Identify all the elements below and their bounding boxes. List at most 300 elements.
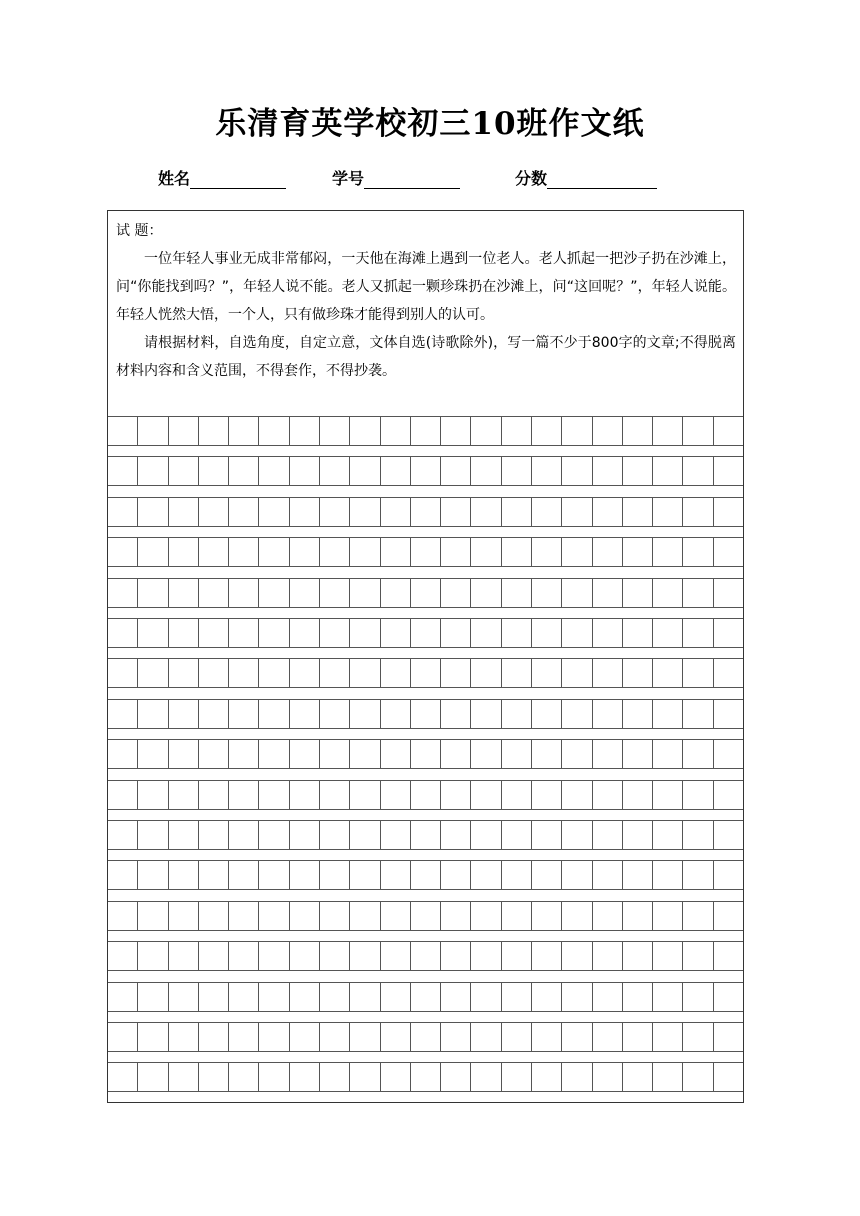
grid-cell[interactable]: [290, 619, 320, 647]
grid-cell[interactable]: [411, 1023, 441, 1051]
grid-cell[interactable]: [290, 740, 320, 768]
grid-cell[interactable]: [259, 659, 289, 687]
grid-cell[interactable]: [138, 861, 168, 889]
grid-cell[interactable]: [653, 781, 683, 809]
grid-cell[interactable]: [441, 498, 471, 526]
grid-cell[interactable]: [350, 417, 380, 445]
grid-cell[interactable]: [502, 1063, 532, 1091]
grid-cell[interactable]: [714, 861, 743, 889]
grid-cell[interactable]: [502, 417, 532, 445]
grid-cell[interactable]: [502, 942, 532, 970]
grid-cell[interactable]: [229, 861, 259, 889]
grid-cell[interactable]: [381, 942, 411, 970]
grid-cell[interactable]: [683, 781, 713, 809]
grid-cell[interactable]: [593, 1063, 623, 1091]
grid-cell[interactable]: [169, 902, 199, 930]
grid-cell[interactable]: [169, 619, 199, 647]
grid-cell[interactable]: [199, 1023, 229, 1051]
grid-cell[interactable]: [714, 659, 743, 687]
grid-cell[interactable]: [320, 659, 350, 687]
grid-cell[interactable]: [471, 821, 501, 849]
grid-cell[interactable]: [381, 538, 411, 566]
grid-cell[interactable]: [169, 700, 199, 728]
grid-cell[interactable]: [169, 740, 199, 768]
grid-cell[interactable]: [441, 902, 471, 930]
grid-cell[interactable]: [229, 902, 259, 930]
grid-cell[interactable]: [411, 983, 441, 1011]
grid-cell[interactable]: [320, 821, 350, 849]
grid-cell[interactable]: [169, 417, 199, 445]
grid-cell[interactable]: [320, 781, 350, 809]
grid-cell[interactable]: [138, 579, 168, 607]
grid-cell[interactable]: [562, 902, 592, 930]
grid-cell[interactable]: [683, 659, 713, 687]
grid-cell[interactable]: [471, 983, 501, 1011]
grid-cell[interactable]: [411, 1063, 441, 1091]
grid-cell[interactable]: [714, 983, 743, 1011]
grid-cell[interactable]: [562, 579, 592, 607]
grid-cell[interactable]: [259, 781, 289, 809]
grid-cell[interactable]: [683, 740, 713, 768]
grid-cell[interactable]: [290, 659, 320, 687]
grid-cell[interactable]: [653, 861, 683, 889]
grid-cell[interactable]: [471, 538, 501, 566]
score-blank-line[interactable]: [547, 168, 657, 189]
grid-cell[interactable]: [683, 700, 713, 728]
grid-cell[interactable]: [653, 538, 683, 566]
grid-cell[interactable]: [532, 659, 562, 687]
grid-cell[interactable]: [441, 821, 471, 849]
grid-cell[interactable]: [350, 902, 380, 930]
grid-cell[interactable]: [169, 457, 199, 485]
grid-cell[interactable]: [593, 659, 623, 687]
grid-cell[interactable]: [320, 700, 350, 728]
grid-cell[interactable]: [532, 861, 562, 889]
grid-cell[interactable]: [169, 942, 199, 970]
grid-cell[interactable]: [683, 983, 713, 1011]
grid-cell[interactable]: [562, 983, 592, 1011]
grid-cell[interactable]: [350, 579, 380, 607]
grid-cell[interactable]: [259, 1063, 289, 1091]
grid-cell[interactable]: [290, 457, 320, 485]
grid-cell[interactable]: [532, 1063, 562, 1091]
grid-cell[interactable]: [411, 740, 441, 768]
grid-cell[interactable]: [169, 821, 199, 849]
grid-cell[interactable]: [653, 902, 683, 930]
grid-cell[interactable]: [441, 579, 471, 607]
grid-cell[interactable]: [714, 538, 743, 566]
grid-cell[interactable]: [441, 700, 471, 728]
grid-cell[interactable]: [502, 902, 532, 930]
grid-cell[interactable]: [229, 498, 259, 526]
grid-cell[interactable]: [290, 417, 320, 445]
grid-cell[interactable]: [229, 619, 259, 647]
grid-cell[interactable]: [502, 538, 532, 566]
grid-cell[interactable]: [714, 942, 743, 970]
grid-cell[interactable]: [229, 942, 259, 970]
grid-cell[interactable]: [259, 983, 289, 1011]
grid-cell[interactable]: [108, 942, 138, 970]
grid-cell[interactable]: [441, 740, 471, 768]
grid-cell[interactable]: [199, 538, 229, 566]
grid-cell[interactable]: [683, 579, 713, 607]
grid-cell[interactable]: [229, 417, 259, 445]
grid-cell[interactable]: [108, 619, 138, 647]
grid-cell[interactable]: [441, 457, 471, 485]
grid-cell[interactable]: [411, 417, 441, 445]
grid-cell[interactable]: [169, 861, 199, 889]
grid-cell[interactable]: [562, 457, 592, 485]
grid-cell[interactable]: [229, 538, 259, 566]
grid-cell[interactable]: [259, 902, 289, 930]
grid-cell[interactable]: [381, 983, 411, 1011]
grid-cell[interactable]: [532, 781, 562, 809]
grid-cell[interactable]: [259, 579, 289, 607]
grid-cell[interactable]: [108, 417, 138, 445]
grid-cell[interactable]: [562, 861, 592, 889]
grid-cell[interactable]: [169, 781, 199, 809]
grid-cell[interactable]: [138, 619, 168, 647]
grid-cell[interactable]: [532, 942, 562, 970]
grid-cell[interactable]: [290, 498, 320, 526]
grid-cell[interactable]: [411, 942, 441, 970]
grid-cell[interactable]: [138, 942, 168, 970]
grid-cell[interactable]: [169, 1063, 199, 1091]
grid-cell[interactable]: [502, 700, 532, 728]
grid-cell[interactable]: [259, 538, 289, 566]
grid-cell[interactable]: [683, 861, 713, 889]
grid-cell[interactable]: [562, 781, 592, 809]
grid-cell[interactable]: [683, 821, 713, 849]
grid-cell[interactable]: [381, 700, 411, 728]
grid-cell[interactable]: [441, 417, 471, 445]
grid-cell[interactable]: [199, 861, 229, 889]
grid-cell[interactable]: [502, 1023, 532, 1051]
grid-cell[interactable]: [138, 417, 168, 445]
grid-cell[interactable]: [623, 417, 653, 445]
grid-cell[interactable]: [108, 1023, 138, 1051]
grid-cell[interactable]: [471, 740, 501, 768]
grid-cell[interactable]: [593, 700, 623, 728]
grid-cell[interactable]: [714, 1023, 743, 1051]
grid-cell[interactable]: [623, 700, 653, 728]
grid-cell[interactable]: [381, 619, 411, 647]
grid-cell[interactable]: [441, 861, 471, 889]
grid-cell[interactable]: [532, 983, 562, 1011]
grid-cell[interactable]: [108, 740, 138, 768]
grid-cell[interactable]: [502, 821, 532, 849]
grid-cell[interactable]: [138, 659, 168, 687]
grid-cell[interactable]: [623, 942, 653, 970]
grid-cell[interactable]: [259, 821, 289, 849]
grid-cell[interactable]: [471, 417, 501, 445]
grid-cell[interactable]: [562, 700, 592, 728]
grid-cell[interactable]: [381, 579, 411, 607]
grid-cell[interactable]: [199, 821, 229, 849]
grid-cell[interactable]: [683, 417, 713, 445]
grid-cell[interactable]: [138, 902, 168, 930]
grid-cell[interactable]: [502, 781, 532, 809]
grid-cell[interactable]: [138, 457, 168, 485]
grid-cell[interactable]: [623, 821, 653, 849]
grid-cell[interactable]: [199, 498, 229, 526]
grid-cell[interactable]: [532, 1023, 562, 1051]
grid-cell[interactable]: [290, 700, 320, 728]
grid-cell[interactable]: [714, 619, 743, 647]
grid-cell[interactable]: [441, 1063, 471, 1091]
grid-cell[interactable]: [532, 498, 562, 526]
grid-cell[interactable]: [623, 1023, 653, 1051]
grid-cell[interactable]: [683, 1023, 713, 1051]
grid-cell[interactable]: [623, 538, 653, 566]
grid-cell[interactable]: [441, 659, 471, 687]
grid-cell[interactable]: [683, 942, 713, 970]
grid-cell[interactable]: [471, 902, 501, 930]
grid-cell[interactable]: [350, 538, 380, 566]
grid-cell[interactable]: [562, 498, 592, 526]
grid-cell[interactable]: [623, 902, 653, 930]
grid-cell[interactable]: [714, 821, 743, 849]
grid-cell[interactable]: [259, 417, 289, 445]
grid-cell[interactable]: [653, 942, 683, 970]
grid-cell[interactable]: [532, 417, 562, 445]
grid-cell[interactable]: [259, 619, 289, 647]
name-blank-line[interactable]: [190, 168, 286, 189]
grid-cell[interactable]: [138, 538, 168, 566]
grid-cell[interactable]: [411, 619, 441, 647]
grid-cell[interactable]: [229, 781, 259, 809]
grid-cell[interactable]: [350, 498, 380, 526]
grid-cell[interactable]: [199, 659, 229, 687]
grid-cell[interactable]: [593, 821, 623, 849]
grid-cell[interactable]: [441, 983, 471, 1011]
grid-cell[interactable]: [169, 983, 199, 1011]
grid-cell[interactable]: [441, 942, 471, 970]
grid-cell[interactable]: [653, 579, 683, 607]
grid-cell[interactable]: [653, 821, 683, 849]
grid-cell[interactable]: [290, 902, 320, 930]
grid-cell[interactable]: [381, 781, 411, 809]
grid-cell[interactable]: [411, 457, 441, 485]
grid-cell[interactable]: [653, 498, 683, 526]
grid-cell[interactable]: [502, 619, 532, 647]
grid-cell[interactable]: [593, 619, 623, 647]
grid-cell[interactable]: [471, 498, 501, 526]
grid-cell[interactable]: [290, 942, 320, 970]
grid-cell[interactable]: [229, 457, 259, 485]
grid-cell[interactable]: [350, 942, 380, 970]
grid-cell[interactable]: [138, 498, 168, 526]
grid-cell[interactable]: [229, 821, 259, 849]
grid-cell[interactable]: [320, 983, 350, 1011]
grid-cell[interactable]: [381, 417, 411, 445]
grid-cell[interactable]: [199, 700, 229, 728]
grid-cell[interactable]: [320, 538, 350, 566]
grid-cell[interactable]: [290, 1063, 320, 1091]
grid-cell[interactable]: [108, 821, 138, 849]
grid-cell[interactable]: [169, 1023, 199, 1051]
grid-cell[interactable]: [290, 781, 320, 809]
grid-cell[interactable]: [471, 942, 501, 970]
grid-cell[interactable]: [441, 781, 471, 809]
grid-cell[interactable]: [381, 457, 411, 485]
grid-cell[interactable]: [623, 619, 653, 647]
grid-cell[interactable]: [562, 1023, 592, 1051]
grid-cell[interactable]: [108, 498, 138, 526]
grid-cell[interactable]: [350, 659, 380, 687]
grid-cell[interactable]: [411, 861, 441, 889]
grid-cell[interactable]: [108, 861, 138, 889]
grid-cell[interactable]: [623, 659, 653, 687]
grid-cell[interactable]: [199, 619, 229, 647]
grid-cell[interactable]: [169, 538, 199, 566]
grid-cell[interactable]: [653, 417, 683, 445]
grid-cell[interactable]: [623, 861, 653, 889]
grid-cell[interactable]: [350, 781, 380, 809]
grid-cell[interactable]: [320, 942, 350, 970]
grid-cell[interactable]: [593, 942, 623, 970]
grid-cell[interactable]: [502, 498, 532, 526]
grid-cell[interactable]: [623, 740, 653, 768]
grid-cell[interactable]: [320, 1023, 350, 1051]
grid-cell[interactable]: [350, 1023, 380, 1051]
grid-cell[interactable]: [290, 579, 320, 607]
grid-cell[interactable]: [471, 861, 501, 889]
grid-cell[interactable]: [411, 781, 441, 809]
grid-cell[interactable]: [532, 821, 562, 849]
grid-cell[interactable]: [532, 700, 562, 728]
grid-cell[interactable]: [471, 619, 501, 647]
grid-cell[interactable]: [108, 700, 138, 728]
grid-cell[interactable]: [683, 538, 713, 566]
grid-cell[interactable]: [502, 861, 532, 889]
grid-cell[interactable]: [350, 861, 380, 889]
grid-cell[interactable]: [471, 781, 501, 809]
grid-cell[interactable]: [381, 861, 411, 889]
grid-cell[interactable]: [320, 457, 350, 485]
grid-cell[interactable]: [199, 417, 229, 445]
grid-cell[interactable]: [229, 659, 259, 687]
grid-cell[interactable]: [562, 659, 592, 687]
grid-cell[interactable]: [290, 861, 320, 889]
grid-cell[interactable]: [593, 1023, 623, 1051]
grid-cell[interactable]: [259, 498, 289, 526]
grid-cell[interactable]: [683, 902, 713, 930]
grid-cell[interactable]: [502, 457, 532, 485]
grid-cell[interactable]: [502, 579, 532, 607]
grid-cell[interactable]: [532, 579, 562, 607]
grid-cell[interactable]: [502, 659, 532, 687]
grid-cell[interactable]: [229, 983, 259, 1011]
grid-cell[interactable]: [259, 457, 289, 485]
grid-cell[interactable]: [199, 579, 229, 607]
grid-cell[interactable]: [623, 498, 653, 526]
grid-cell[interactable]: [714, 579, 743, 607]
grid-cell[interactable]: [623, 579, 653, 607]
grid-cell[interactable]: [381, 659, 411, 687]
grid-cell[interactable]: [138, 1063, 168, 1091]
grid-cell[interactable]: [714, 1063, 743, 1091]
grid-cell[interactable]: [623, 781, 653, 809]
grid-cell[interactable]: [683, 457, 713, 485]
grid-cell[interactable]: [259, 1023, 289, 1051]
grid-cell[interactable]: [411, 821, 441, 849]
grid-cell[interactable]: [199, 902, 229, 930]
grid-cell[interactable]: [411, 700, 441, 728]
grid-cell[interactable]: [290, 1023, 320, 1051]
grid-cell[interactable]: [381, 740, 411, 768]
grid-cell[interactable]: [471, 700, 501, 728]
grid-cell[interactable]: [108, 579, 138, 607]
grid-cell[interactable]: [714, 700, 743, 728]
grid-cell[interactable]: [532, 538, 562, 566]
grid-cell[interactable]: [623, 983, 653, 1011]
grid-cell[interactable]: [653, 740, 683, 768]
grid-cell[interactable]: [653, 457, 683, 485]
grid-cell[interactable]: [593, 457, 623, 485]
grid-cell[interactable]: [714, 740, 743, 768]
grid-cell[interactable]: [411, 579, 441, 607]
grid-cell[interactable]: [502, 740, 532, 768]
grid-cell[interactable]: [441, 538, 471, 566]
grid-cell[interactable]: [320, 417, 350, 445]
grid-cell[interactable]: [169, 579, 199, 607]
grid-cell[interactable]: [381, 1023, 411, 1051]
grid-cell[interactable]: [471, 1063, 501, 1091]
grid-cell[interactable]: [138, 1023, 168, 1051]
grid-cell[interactable]: [350, 1063, 380, 1091]
grid-cell[interactable]: [229, 1063, 259, 1091]
grid-cell[interactable]: [199, 457, 229, 485]
grid-cell[interactable]: [108, 983, 138, 1011]
grid-cell[interactable]: [623, 1063, 653, 1091]
grid-cell[interactable]: [199, 1063, 229, 1091]
grid-cell[interactable]: [229, 700, 259, 728]
grid-cell[interactable]: [562, 740, 592, 768]
grid-cell[interactable]: [471, 457, 501, 485]
grid-cell[interactable]: [381, 1063, 411, 1091]
grid-cell[interactable]: [320, 740, 350, 768]
grid-cell[interactable]: [593, 983, 623, 1011]
grid-cell[interactable]: [653, 1063, 683, 1091]
grid-cell[interactable]: [562, 1063, 592, 1091]
grid-cell[interactable]: [108, 659, 138, 687]
grid-cell[interactable]: [108, 538, 138, 566]
grid-cell[interactable]: [653, 983, 683, 1011]
grid-cell[interactable]: [502, 983, 532, 1011]
grid-cell[interactable]: [562, 619, 592, 647]
grid-cell[interactable]: [714, 457, 743, 485]
grid-cell[interactable]: [350, 821, 380, 849]
grid-cell[interactable]: [683, 1063, 713, 1091]
grid-cell[interactable]: [108, 781, 138, 809]
grid-cell[interactable]: [683, 498, 713, 526]
grid-cell[interactable]: [229, 579, 259, 607]
grid-cell[interactable]: [320, 861, 350, 889]
grid-cell[interactable]: [593, 740, 623, 768]
grid-cell[interactable]: [441, 619, 471, 647]
grid-cell[interactable]: [411, 902, 441, 930]
grid-cell[interactable]: [532, 740, 562, 768]
grid-cell[interactable]: [653, 1023, 683, 1051]
grid-cell[interactable]: [320, 579, 350, 607]
grid-cell[interactable]: [229, 1023, 259, 1051]
grid-cell[interactable]: [532, 619, 562, 647]
grid-cell[interactable]: [381, 902, 411, 930]
grid-cell[interactable]: [108, 457, 138, 485]
grid-cell[interactable]: [593, 579, 623, 607]
grid-cell[interactable]: [593, 538, 623, 566]
